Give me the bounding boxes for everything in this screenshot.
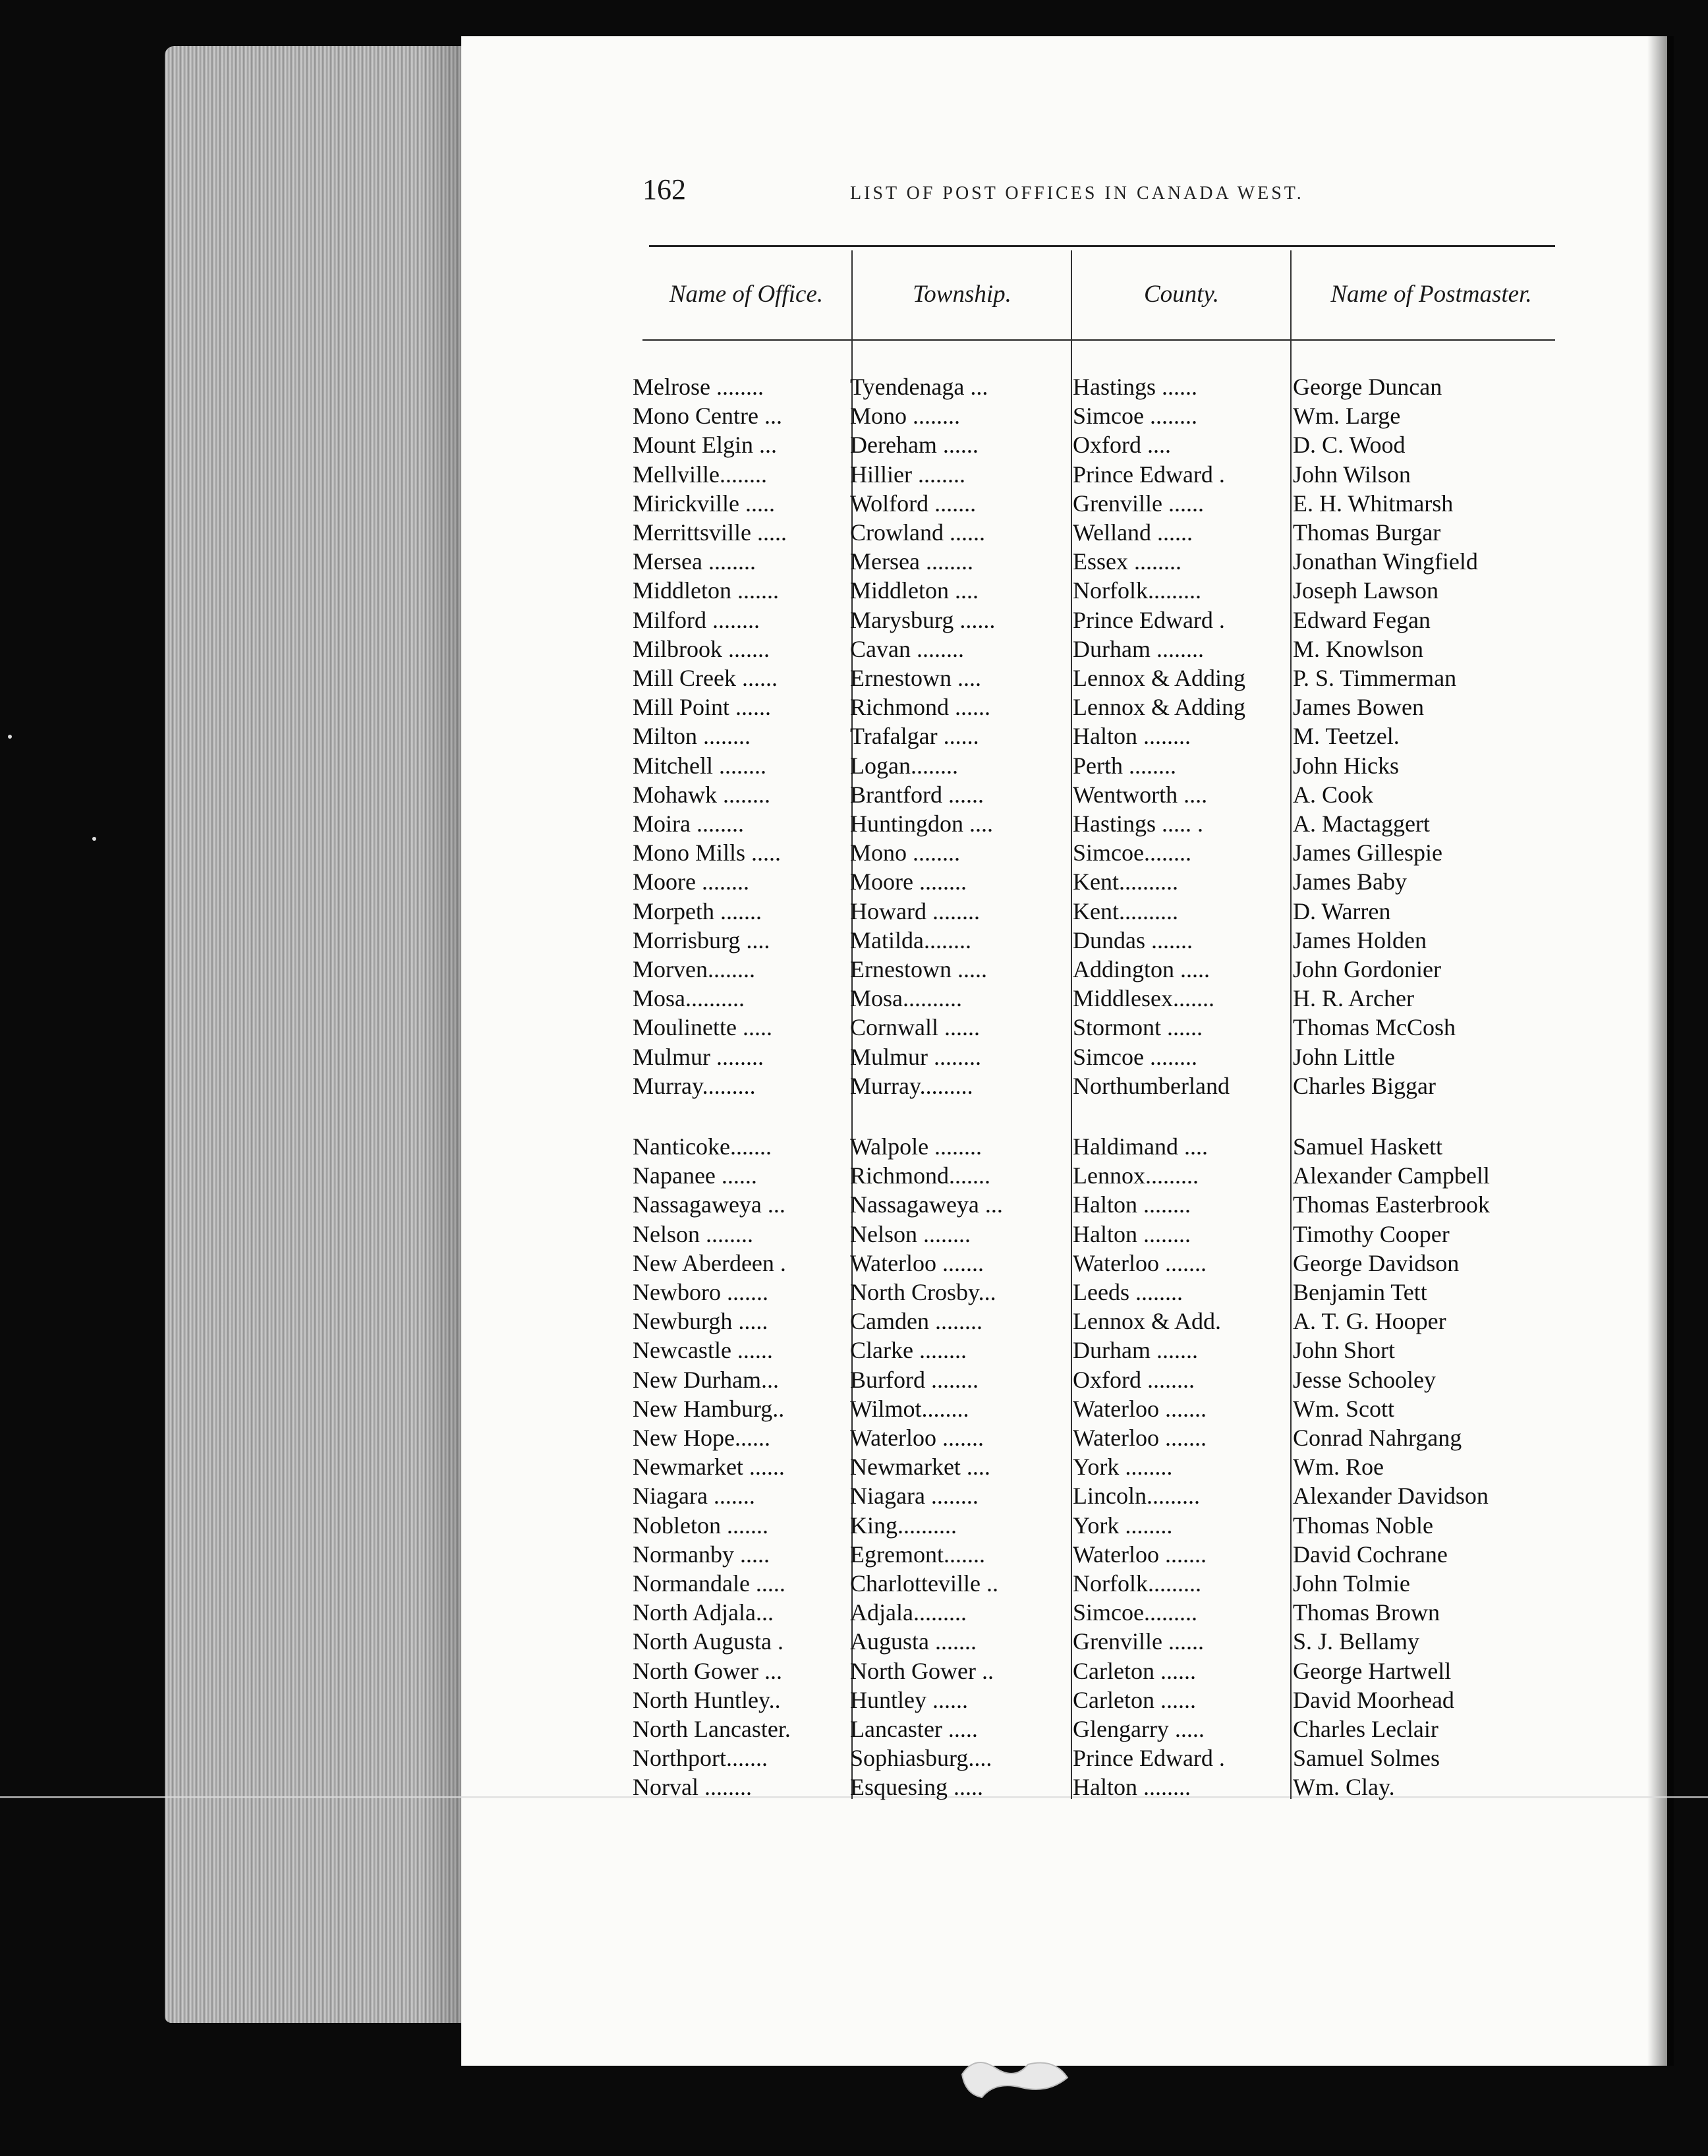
county-cell: Prince Edward . [1073,461,1225,488]
table-row [0,780,1708,809]
office-cell: Mosa.......... [633,985,745,1012]
county-cell: Simcoe ........ [1073,1043,1197,1070]
office-cell: Morpeth ....... [633,897,762,924]
postmaster-cell: Edward Fegan [1293,606,1431,633]
township-cell: Tyendenaga ... [850,374,988,400]
table-header-rule [642,339,1555,341]
postmaster-cell: Thomas McCosh [1293,1014,1456,1041]
postmaster-cell: A. Cook [1293,781,1374,808]
township-cell: North Gower .. [850,1657,994,1684]
postmaster-cell: Wm. Roe [1293,1454,1384,1481]
township-cell: Ernestown ..... [850,956,987,982]
table-row [0,372,1708,401]
county-cell: Northumberland [1073,1072,1230,1099]
office-cell: Milton ........ [633,723,751,750]
county-cell: Lincoln......... [1073,1483,1200,1510]
township-cell: Walpole ........ [850,1133,982,1160]
table-row [0,1307,1708,1336]
table-row [0,1249,1708,1278]
office-cell: Mellville........ [633,461,767,488]
table-row [0,1042,1708,1071]
postmaster-cell: Conrad Nahrgang [1293,1425,1462,1451]
township-cell: Dereham ...... [850,432,979,459]
county-cell: Waterloo ....... [1073,1395,1207,1422]
postmaster-cell: John Wilson [1293,461,1411,488]
postmaster-cell: A. Mactaggert [1293,810,1430,837]
office-cell: New Durham... [633,1366,779,1393]
township-cell: Mulmur ........ [850,1043,982,1070]
table-row [0,1744,1708,1773]
table-row [0,1071,1708,1100]
office-cell: Newmarket ...... [633,1454,785,1481]
office-cell: Merrittsville ..... [633,519,787,546]
township-cell: Niagara ........ [850,1483,979,1510]
table-row [0,1013,1708,1042]
table-row [0,955,1708,984]
county-cell: Essex ........ [1073,548,1181,575]
office-cell: New Aberdeen . [633,1249,786,1276]
county-cell: Waterloo ....... [1073,1541,1207,1568]
office-cell: Mill Point ...... [633,694,772,721]
postmaster-cell: Jesse Schooley [1293,1366,1436,1393]
county-cell: Addington ..... [1073,956,1210,982]
office-cell: Milford ........ [633,606,760,633]
township-cell: Mersea ........ [850,548,973,575]
office-cell: Murray......... [633,1072,756,1099]
office-cell: Melrose ........ [633,374,764,400]
postmaster-cell: John Short [1293,1337,1396,1364]
office-cell: Norval ........ [633,1774,752,1801]
table-row [0,1715,1708,1744]
office-cell: Moulinette ..... [633,1014,772,1041]
county-cell: Welland ...... [1073,519,1193,546]
postmaster-cell: Charles Leclair [1293,1716,1438,1742]
office-cell: Mersea ........ [633,548,756,575]
township-cell: Adjala......... [850,1599,967,1626]
postmaster-cell: George Davidson [1293,1249,1460,1276]
county-cell: Durham ....... [1073,1337,1198,1364]
township-cell: Marysburg ...... [850,606,996,633]
county-cell: Lennox & Add. [1073,1308,1221,1335]
county-cell: Middlesex....... [1073,985,1214,1012]
postmaster-cell: Alexander Campbell [1293,1162,1490,1189]
township-cell: Logan........ [850,752,958,779]
postmaster-cell: David Cochrane [1293,1541,1448,1568]
office-cell: Northport....... [633,1745,768,1772]
township-cell: Richmond....... [850,1162,990,1189]
postmaster-cell: John Little [1293,1043,1395,1070]
office-cell: Mono Mills ..... [633,839,782,866]
table-row [0,1132,1708,1161]
postmaster-cell: Wm. Scott [1293,1395,1394,1422]
office-cell: Normandale ..... [633,1570,785,1597]
office-cell: North Augusta . [633,1628,783,1655]
office-cell: Moira ........ [633,810,744,837]
township-cell: Charlotteville .. [850,1570,998,1597]
township-cell: Egremont....... [850,1541,985,1568]
county-cell: Waterloo ....... [1073,1249,1207,1276]
county-cell: Prince Edward . [1073,606,1225,633]
table-row [0,867,1708,896]
postmaster-cell: John Hicks [1293,752,1399,779]
postmaster-cell: Thomas Brown [1293,1599,1440,1626]
township-cell: Hillier ........ [850,461,965,488]
office-cell: New Hamburg.. [633,1395,785,1422]
running-title: LIST OF POST OFFICES IN CANADA WEST. [850,183,1304,204]
county-cell: Lennox & Adding [1073,665,1245,691]
office-cell: Newboro ....... [633,1279,768,1305]
township-cell: North Crosby... [850,1279,996,1305]
county-cell: Kent.......... [1073,897,1178,924]
township-cell: Camden ........ [850,1308,982,1335]
township-cell: Cornwall ...... [850,1014,980,1041]
table-row [0,1161,1708,1190]
township-cell: Clarke ........ [850,1337,967,1364]
table-row [0,1773,1708,1801]
postmaster-cell: David Moorhead [1293,1686,1454,1713]
county-cell: Oxford ........ [1073,1366,1195,1393]
township-cell: Wilmot........ [850,1395,969,1422]
postmaster-cell: Benjamin Tett [1293,1279,1427,1305]
county-cell: Haldimand .... [1073,1133,1208,1160]
column-header-township: Township. [913,281,1011,308]
township-cell: Newmarket .... [850,1454,990,1481]
office-cell: Newcastle ...... [633,1337,773,1364]
office-cell: Moore ........ [633,868,749,895]
county-cell: Kent.......... [1073,868,1178,895]
postmaster-cell: Charles Biggar [1293,1072,1436,1099]
township-cell: Waterloo ....... [850,1425,984,1451]
county-cell: Waterloo ....... [1073,1425,1207,1451]
table-row [0,518,1708,547]
township-cell: Trafalgar ...... [850,723,979,750]
township-cell: Wolford ....... [850,490,977,517]
office-cell: Newburgh ..... [633,1308,768,1335]
township-cell: Middleton .... [850,577,979,604]
postmaster-cell: James Bowen [1293,694,1424,721]
office-cell: Mulmur ........ [633,1043,764,1070]
table-row [0,1657,1708,1686]
township-cell: Huntingdon .... [850,810,994,837]
table-row [0,606,1708,635]
township-cell: Waterloo ....... [850,1249,984,1276]
county-cell: Carleton ...... [1073,1657,1196,1684]
table-row [0,1569,1708,1598]
postmaster-cell: Jonathan Wingfield [1293,548,1478,575]
office-cell: Morven........ [633,956,755,982]
township-cell: Ernestown .... [850,665,981,691]
table-row [0,926,1708,955]
office-cell: Nobleton ....... [633,1512,768,1539]
postmaster-cell: M. Teetzel. [1293,723,1400,750]
township-cell: Crowland ...... [850,519,985,546]
table-row [0,1627,1708,1656]
office-cell: Middleton ....... [633,577,779,604]
postmaster-cell: S. J. Bellamy [1293,1628,1420,1655]
county-cell: Simcoe ........ [1073,403,1197,430]
column-header-office: Name of Office. [669,281,824,308]
table-row [0,1423,1708,1452]
township-cell: Nassagaweya ... [850,1191,1003,1218]
township-cell: Mosa.......... [850,985,962,1012]
county-cell: Glengarry ..... [1073,1716,1205,1742]
postmaster-cell: James Baby [1293,868,1407,895]
office-cell: Mono Centre ... [633,403,782,430]
postmaster-cell: Thomas Noble [1293,1512,1433,1539]
office-cell: North Huntley.. [633,1686,781,1713]
office-cell: North Lancaster. [633,1716,791,1742]
table-row [0,489,1708,518]
office-cell: Mitchell ........ [633,752,766,779]
table-row [0,809,1708,838]
table-row [0,576,1708,605]
office-cell: New Hope...... [633,1425,770,1451]
postmaster-cell: Wm. Large [1293,403,1401,430]
county-cell: Lennox......... [1073,1162,1199,1189]
postmaster-cell: James Holden [1293,926,1427,953]
table-row [0,838,1708,867]
office-cell: Morrisburg .... [633,926,770,953]
office-cell: Milbrook ....... [633,635,770,662]
county-cell: Grenville ...... [1073,1628,1204,1655]
office-cell: Mohawk ........ [633,781,770,808]
table-row [0,460,1708,489]
county-cell: Oxford .... [1073,432,1171,459]
county-cell: Leeds ........ [1073,1279,1183,1305]
postmaster-cell: M. Knowlson [1293,635,1424,662]
county-cell: Simcoe........ [1073,839,1191,866]
table-row [0,1220,1708,1249]
postmaster-cell: A. T. G. Hooper [1293,1308,1446,1335]
county-cell: Hastings ...... [1073,374,1197,400]
office-cell: Mirickville ..... [633,490,775,517]
postmaster-cell: George Hartwell [1293,1657,1452,1684]
table-row [0,1190,1708,1219]
postmaster-cell: H. R. Archer [1293,985,1414,1012]
table-row [0,1394,1708,1423]
township-cell: Matilda........ [850,926,971,953]
postmaster-cell: Joseph Lawson [1293,577,1438,604]
township-cell: Burford ........ [850,1366,979,1393]
table-top-rule [649,245,1555,247]
postmaster-cell: Thomas Easterbrook [1293,1191,1490,1218]
county-cell: Prince Edward . [1073,1745,1225,1772]
postmaster-cell: James Gillespie [1293,839,1442,866]
postmaster-cell: Timothy Cooper [1293,1220,1450,1247]
postmaster-cell: E. H. Whitmarsh [1293,490,1454,517]
county-cell: Halton ........ [1073,723,1191,750]
postmaster-cell: Alexander Davidson [1293,1483,1489,1510]
county-cell: Halton ........ [1073,1191,1191,1218]
township-cell: Brantford ...... [850,781,984,808]
postmaster-cell: P. S. Timmerman [1293,665,1457,691]
table-row [0,1336,1708,1365]
table-row [0,635,1708,664]
county-cell: York ........ [1073,1512,1173,1539]
page-number: 162 [642,173,686,206]
postmaster-cell: John Tolmie [1293,1570,1410,1597]
table-row [0,664,1708,693]
office-cell: Niagara ....... [633,1483,755,1510]
office-cell: Mount Elgin ... [633,432,778,459]
county-cell: Norfolk......... [1073,577,1201,604]
table-row [0,1365,1708,1394]
township-cell: Moore ........ [850,868,967,895]
county-cell: Wentworth .... [1073,781,1208,808]
township-cell: Esquesing ..... [850,1774,983,1801]
table-row [0,1511,1708,1540]
county-cell: Hastings ..... . [1073,810,1203,837]
column-header-postmaster: Name of Postmaster. [1330,281,1532,308]
office-cell: North Gower ... [633,1657,782,1684]
table-row [0,751,1708,780]
county-cell: Perth ........ [1073,752,1176,779]
office-cell: North Adjala... [633,1599,774,1626]
county-cell: Simcoe......... [1073,1599,1197,1626]
office-cell: Nanticoke....... [633,1133,772,1160]
county-cell: Norfolk......... [1073,1570,1201,1597]
township-cell: Howard ........ [850,897,980,924]
county-cell: Lennox & Adding [1073,694,1245,721]
table-row [0,722,1708,751]
county-cell: Grenville ...... [1073,490,1204,517]
township-cell: Murray......... [850,1072,973,1099]
office-cell: Normanby ..... [633,1541,770,1568]
postmaster-cell: Samuel Haskett [1293,1133,1442,1160]
county-cell: Dundas ....... [1073,926,1193,953]
office-cell: Nassagaweya ... [633,1191,785,1218]
column-header-county: County. [1143,281,1220,308]
table-row [0,1481,1708,1510]
postmaster-cell: Wm. Clay. [1293,1774,1395,1801]
township-cell: Nelson ........ [850,1220,971,1247]
county-cell: Halton ........ [1073,1774,1191,1801]
county-cell: Halton ........ [1073,1220,1191,1247]
postmaster-cell: D. Warren [1293,897,1391,924]
county-cell: Durham ........ [1073,635,1204,662]
table-row [0,693,1708,722]
page-blot [949,2048,1081,2107]
office-cell: Nelson ........ [633,1220,753,1247]
table-row [0,1598,1708,1627]
county-cell: Carleton ...... [1073,1686,1196,1713]
office-cell: Napanee ...... [633,1162,757,1189]
table-row [0,1278,1708,1307]
table-row [0,430,1708,459]
township-cell: Richmond ...... [850,694,990,721]
office-cell: Mill Creek ...... [633,665,778,691]
table-row [0,1540,1708,1569]
postmaster-cell: Thomas Burgar [1293,519,1441,546]
table-row [0,897,1708,926]
township-cell: Sophiasburg.... [850,1745,992,1772]
township-cell: Mono ........ [850,403,961,430]
table-row [0,401,1708,430]
township-cell: Huntley ...... [850,1686,968,1713]
county-cell: York ........ [1073,1454,1173,1481]
township-cell: Augusta ....... [850,1628,977,1655]
township-cell: Lancaster ..... [850,1716,978,1742]
postmaster-cell: Samuel Solmes [1293,1745,1440,1772]
county-cell: Stormont ...... [1073,1014,1203,1041]
township-cell: King.......... [850,1512,957,1539]
township-cell: Cavan ........ [850,635,964,662]
table-row [0,1452,1708,1481]
township-cell: Mono ........ [850,839,961,866]
postmaster-cell: D. C. Wood [1293,432,1406,459]
table-row [0,547,1708,576]
postmaster-cell: George Duncan [1293,374,1442,400]
postmaster-cell: John Gordonier [1293,956,1441,982]
table-row [0,1686,1708,1715]
table-row [0,984,1708,1013]
